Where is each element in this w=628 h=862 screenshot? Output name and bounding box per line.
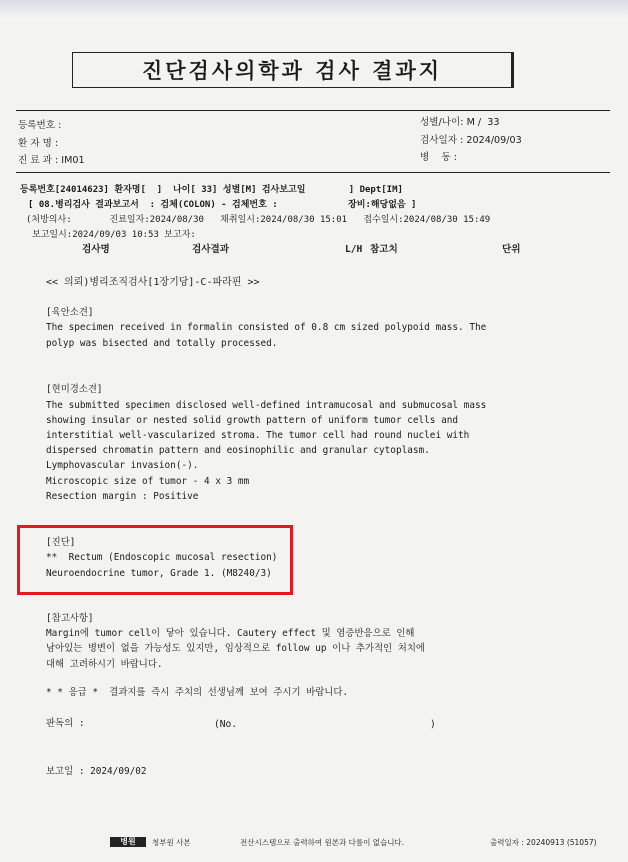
reader-no-close: ) (430, 719, 436, 730)
note-heading: [참고사항] (46, 613, 94, 624)
diagnosis-highlight-box (17, 525, 293, 595)
col-result: 검사결과 (192, 244, 230, 255)
ward: 병 동 : (420, 152, 458, 163)
department-label: 진 료 과 : IM01 (18, 155, 85, 166)
micro-heading: [현미경소견] (46, 384, 103, 395)
hospital-logo: 병원 (110, 837, 146, 847)
order-line-4: 보고일시:2024/09/03 10:53 보고자: (32, 230, 196, 240)
col-unit: 단위 (502, 244, 521, 255)
gross-line: polyp was bisected and totally processed. (46, 338, 278, 349)
order-line-1: 등록번호[24014623] 환자명[ ] 나이[ 33] 성별[M] 검사보고일 ] Dept[IM] (20, 185, 403, 195)
header-rule (16, 172, 610, 173)
footer-printed: 출력일자 : 20240913 (51057) (490, 838, 597, 847)
page-title (72, 52, 514, 88)
scan-shadow (0, 0, 628, 18)
report-date: 보고일 : 2024/09/02 (46, 766, 147, 777)
urgent-notice: * * 응급 * 결과지를 즉시 주치의 선생님께 보여 주시기 바랍니다. (46, 687, 349, 698)
gross-line: The specimen received in formalin consisted of 0.8 cm sized polypoid mass. The (46, 322, 487, 333)
sex-age: 성별/나이: M / 33 (420, 117, 500, 128)
col-lh: L/H (345, 244, 363, 255)
note-line: Margin에 tumor cell이 닿아 있습니다. Cautery effect 및 염증반응으로 인해 (46, 628, 415, 639)
micro-line: Microscopic size of tumor - 4 x 3 mm (46, 476, 250, 487)
footer-notice: 전산시스템으로 출력하여 원본과 다름이 없습니다. (240, 838, 405, 847)
order-line-3: (처방의사: 진료일자:2024/08/30 채취일시:2024/08/30 15:01 접수일시:2024/08/30 15:49 (26, 215, 491, 225)
reader-no-label: (No. (214, 719, 238, 730)
note-line: 대해 고려하시기 바랍니다. (46, 659, 163, 670)
reg-number-label: 등록번호 : (18, 120, 62, 131)
footer-org: 청부원 사본 (152, 838, 191, 847)
micro-line: showing insular or nested solid growth pattern of uniform tumor cells and (46, 415, 459, 426)
diagnosis-line: ** Rectum (Endoscopic mucosal resection) (46, 552, 278, 563)
reader-label: 판독의 : (46, 718, 85, 729)
micro-line: Resection margin : Positive (46, 491, 199, 502)
page-title-text: 진단검사의학과 검사 결과지 (141, 59, 443, 83)
note-line: 남아있는 병변이 없을 가능성도 있지만, 임상적으로 follow up 이나 추가적인 처치에 (46, 643, 425, 654)
micro-line: Lymphovascular invasion(-). (46, 460, 199, 471)
col-reference: 참고치 (370, 244, 398, 255)
micro-line: dispersed chromatin pattern and eosinophilic and granular cytoplasm. (46, 445, 430, 456)
diagnosis-heading: [진단] (46, 537, 76, 548)
gross-heading: [육안소견] (46, 307, 94, 318)
order-line-2: [ 08.병리검사 결과보고서 : 검체(COLON) - 검체번호 : 장비:해당없음 ] (28, 200, 417, 210)
section-title: << 의뢰)병리조직검사[1장기당]-C-파라핀 >> (46, 277, 260, 288)
micro-line: interstitial well-vascularized stroma. The tumor cell had round nuclei with (46, 430, 470, 441)
patient-name-label: 환 자 명 : (18, 138, 59, 149)
test-date: 검사일자 : 2024/09/03 (420, 135, 522, 146)
col-test-name: 검사명 (82, 244, 110, 255)
diagnosis-line: Neuroendocrine tumor, Grade 1. (M8240/3) (46, 568, 272, 579)
micro-line: The submitted specimen disclosed well-defined intramucosal and submucosal mass (46, 400, 487, 411)
top-rule (16, 110, 610, 111)
